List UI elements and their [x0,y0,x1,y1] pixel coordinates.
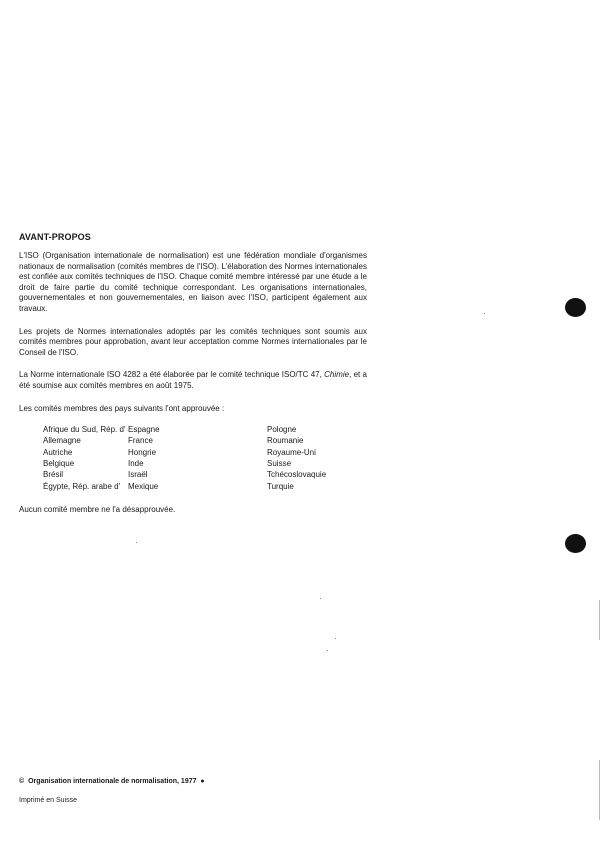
scan-speck [327,650,328,651]
country-item: Brésil [43,470,64,480]
bullet-icon: ● [200,778,205,785]
country-item: Mexique [128,481,159,491]
copyright-line [19,778,205,785]
binder-hole-icon [565,534,586,553]
paragraph-elaboration [19,370,367,391]
country-item: Hongrie [128,447,157,457]
approval-intro: Les comités membres des pays suivants l'ont approuvée : [19,403,225,413]
country-item: Israël [128,470,148,480]
printed-in: Imprimé en Suisse [19,797,77,804]
country-item: Roumanie [267,436,304,446]
binder-hole-icon [565,298,586,317]
country-item: Égypte, Rép. arabe d' [43,481,121,491]
scan-speck [320,598,321,599]
paragraph-draft-approval: Les projets de Normes internationales adoptés par les comités techniques sont soumis aux comités membres pour approbation, avant leur acceptation comme Normes internationales par le Conseil de l'ISO. [19,326,367,357]
scan-speck [335,638,336,639]
copyright-symbol: © [19,778,25,785]
country-item: Allemagne [43,436,81,446]
country-item: Afrique du Sud, Rép. d' [43,425,126,435]
country-item: Suisse [267,459,292,469]
country-item: France [128,436,153,446]
country-item: Royaume-Uni [267,447,316,457]
scan-edge-mark [599,600,600,640]
elaboration-text-end: , et a été soumise aux comités membres en août 1975. [19,370,367,390]
country-item: Turquie [267,481,294,491]
scan-edge-mark [599,760,600,820]
foreword-heading: AVANT-PROPOS [19,232,91,242]
country-list [43,424,367,494]
country-item: Pologne [267,425,297,435]
paragraph-iso-intro: L'ISO (Organisation internationale de normalisation) est une fédération mondiale d'organismes nationaux de normalisation (comités membres de l'ISO). L'élaboration des Normes internationales est confiée aux comités techniques de l'ISO. Chaque comité membre intéressé par une étude a le droit de faire partie du comité technique correspondant. Les organisations internationales, gouvernementales et non gouvernementales, en liaison avec l'ISO, participent également aux travaux. [19,251,367,313]
country-item: Belgique [43,459,75,469]
country-column-3 [267,424,326,492]
country-item: Inde [128,459,144,469]
copyright-text: Organisation internationale de normalisation, 1977 [28,778,197,785]
scan-speck [484,313,485,314]
committee-name: Chimie [324,370,350,380]
foreword-section [19,232,367,516]
scan-speck [136,542,137,543]
disapproval-note: Aucun comité membre ne l'a désapprouvée. [19,505,176,515]
elaboration-text-start: La Norme internationale ISO 4282 a été élaborée par le comité technique ISO/TC 47, [19,370,325,380]
country-item: Tchécoslovaquie [267,470,327,480]
country-column-1 [43,424,125,492]
country-item: Autriche [43,447,73,457]
country-column-2 [128,424,160,492]
country-item: Espagne [128,425,160,435]
